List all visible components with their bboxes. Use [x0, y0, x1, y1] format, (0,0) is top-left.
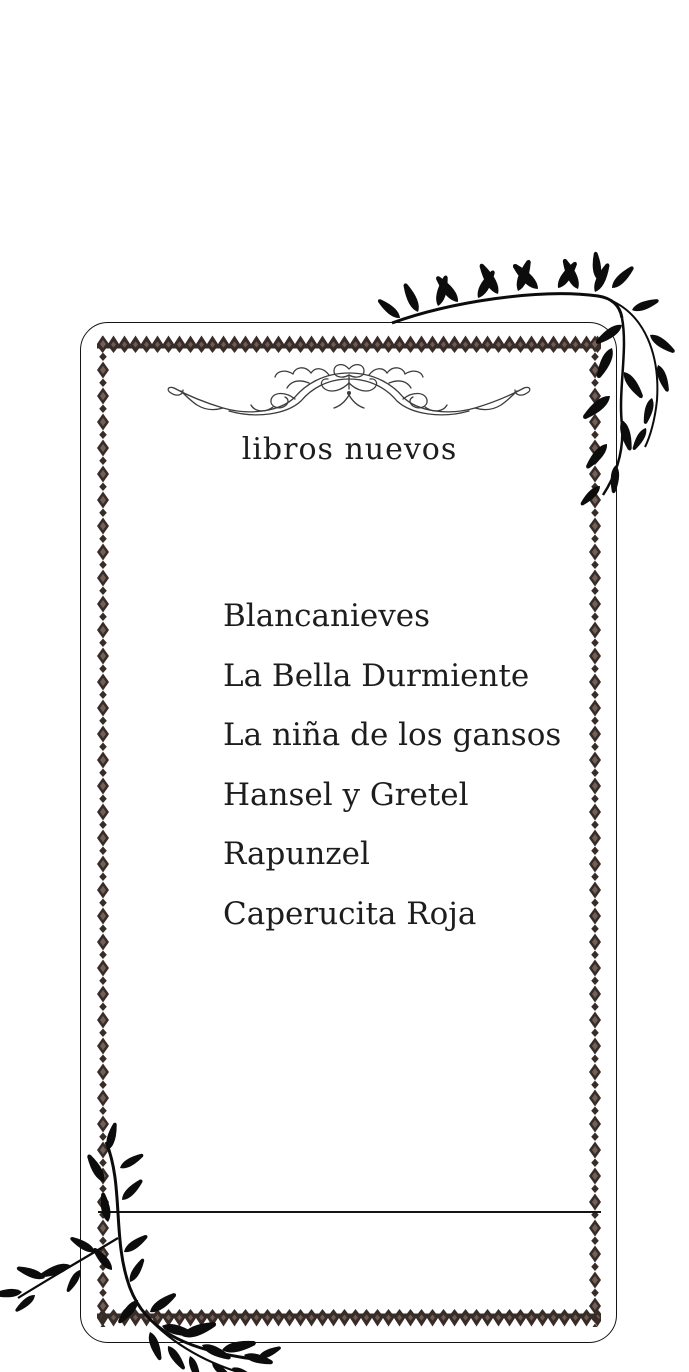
flourish-ornament-icon [163, 361, 535, 425]
signature-line [98, 1211, 601, 1213]
book-list-item: La Bella Durmiente [223, 657, 530, 694]
book-list-card [80, 322, 617, 1343]
card-title: libros nuevos [241, 432, 458, 467]
book-list-item: La niña de los gansos [223, 717, 562, 753]
book-list-item: Hansel y Gretel [223, 776, 469, 813]
lace-border-bottom-icon [97, 1308, 601, 1327]
book-list-item: Caperucita Roja [223, 895, 477, 932]
book-list [81, 587, 618, 944]
lace-border-top-icon [97, 335, 601, 354]
book-list-item: Rapunzel [223, 836, 370, 872]
book-list-item: Blancanieves [223, 598, 430, 634]
